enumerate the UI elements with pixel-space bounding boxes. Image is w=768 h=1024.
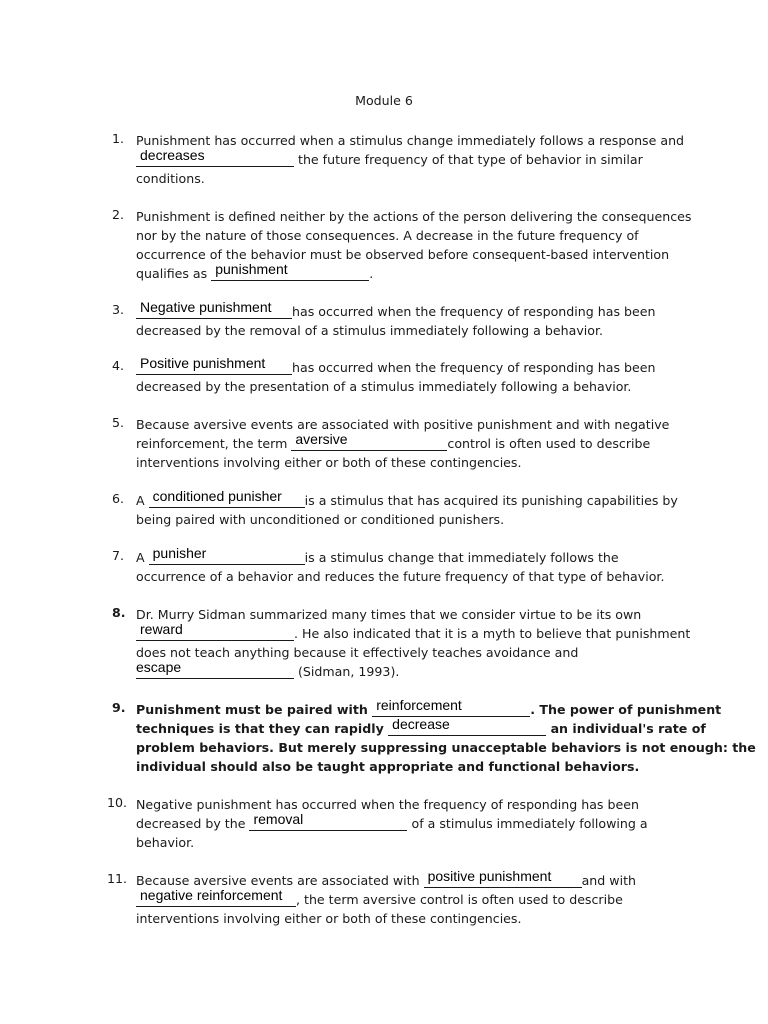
question-text: has occurred when the frequency of responding has been [292, 304, 656, 319]
answer-text: negative reinforcement [140, 887, 283, 903]
question-text: Because aversive events are associated with positive punishment and with negative [136, 417, 670, 432]
answer-text: Positive punishment [140, 355, 266, 371]
question-text: is a stimulus change that immediately follows the [304, 550, 619, 565]
question-text: interventions involving either or both of these contingencies. [136, 911, 522, 926]
answer-text: aversive [295, 431, 348, 447]
question-number: 6. [112, 491, 125, 506]
question-text: . He also indicated that it is a myth to believe that punishment [294, 626, 691, 641]
question-text: A [136, 493, 145, 508]
answer-blank[interactable] [136, 299, 292, 319]
question-text: Because aversive events are associated with [136, 873, 420, 888]
question-number: 7. [112, 548, 125, 563]
answer-blank[interactable] [136, 355, 292, 375]
question-text: being paired with unconditioned or conditioned punishers. [136, 512, 505, 527]
question-text: occurrence of the behavior must be observed before consequent-based intervention [136, 247, 670, 262]
question-text: is a stimulus that has acquired its punishing capabilities by [304, 493, 678, 508]
question-text: Punishment must be paired with [136, 702, 368, 717]
answer-blank[interactable] [149, 488, 305, 508]
question-number: 8. [112, 605, 126, 620]
question-text: and with [581, 873, 637, 888]
answer-blank[interactable] [211, 261, 369, 281]
question-number: 10. [107, 795, 128, 810]
question-text: Punishment is defined neither by the actions of the person delivering the consequences [136, 209, 692, 224]
question-text: qualifies as [136, 266, 208, 281]
question-number: 2. [112, 207, 125, 222]
question-text: occurrence of a behavior and reduces the future frequency of that type of behavior. [136, 569, 665, 584]
answer-blank[interactable] [249, 811, 407, 831]
question-text: has occurred when the frequency of responding has been [292, 360, 656, 375]
question-number: 5. [112, 415, 125, 430]
answer-text: conditioned punisher [152, 488, 282, 504]
question-text: , the term aversive control is often used to describe [296, 892, 623, 907]
question-text: decreased by the removal of a stimulus immediately following a behavior. [136, 323, 604, 338]
question-text: (Sidman, 1993). [298, 664, 400, 679]
answer-blank[interactable] [136, 147, 294, 167]
answer-blank[interactable] [424, 868, 582, 888]
question-text: techniques is that they can rapidly [136, 721, 384, 736]
question-text: individual should also be taught appropriate and functional behaviors. [136, 759, 640, 774]
question-text: nor by the nature of those consequences. A decrease in the future frequency of [136, 228, 639, 243]
answer-text: positive punishment [427, 868, 552, 884]
answer-text: reward [140, 621, 183, 637]
question-text: problem behaviors. But merely suppressing unacceptable behaviors is not enough: the [136, 740, 756, 755]
question-number: 11. [107, 871, 128, 886]
answer-text: Negative punishment [140, 299, 272, 315]
question-text: reinforcement, the term [136, 436, 288, 451]
answer-text: escape [136, 659, 182, 675]
question-text: decreased by the presentation of a stimulus immediately following a behavior. [136, 379, 632, 394]
question-text: an individual's rate of [550, 721, 706, 736]
question-number: 4. [112, 358, 125, 373]
answer-blank[interactable] [136, 887, 296, 907]
question-text: interventions involving either or both of these contingencies. [136, 455, 522, 470]
question-text: Punishment has occurred when a stimulus change immediately follows a response and [136, 133, 685, 148]
answer-text: reinforcement [376, 697, 462, 713]
answer-text: punishment [215, 261, 288, 277]
question-number: 9. [112, 700, 126, 715]
question-text: . The power of punishment [530, 702, 722, 717]
question-text: conditions. [136, 171, 205, 186]
answer-text: removal [253, 811, 304, 827]
question-text: Dr. Murry Sidman summarized many times that we consider virtue to be its own [136, 607, 642, 622]
answer-blank[interactable] [136, 621, 294, 641]
question-text: the future frequency of that type of behavior in similar [298, 152, 643, 167]
question-number: 3. [112, 302, 125, 317]
answer-blank[interactable] [291, 431, 447, 451]
question-text: decreased by the [136, 816, 246, 831]
question-number: 1. [112, 131, 125, 146]
answer-text: decrease [392, 716, 450, 732]
question-text: A [136, 550, 145, 565]
answer-blank[interactable] [149, 545, 305, 565]
answer-text: decreases [140, 147, 205, 163]
answer-blank[interactable] [136, 659, 294, 679]
question-text: . [369, 266, 374, 281]
question-text: does not teach anything because it effectively teaches avoidance and [136, 645, 579, 660]
question-text: of a stimulus immediately following a [411, 816, 648, 831]
question-text: Negative punishment has occurred when the frequency of responding has been [136, 797, 639, 812]
answer-blank[interactable] [388, 716, 546, 736]
question-text: control is often used to describe [447, 436, 651, 451]
question-text: behavior. [136, 835, 195, 850]
answer-text: punisher [152, 545, 207, 561]
page-title: Module 6 [355, 93, 413, 108]
